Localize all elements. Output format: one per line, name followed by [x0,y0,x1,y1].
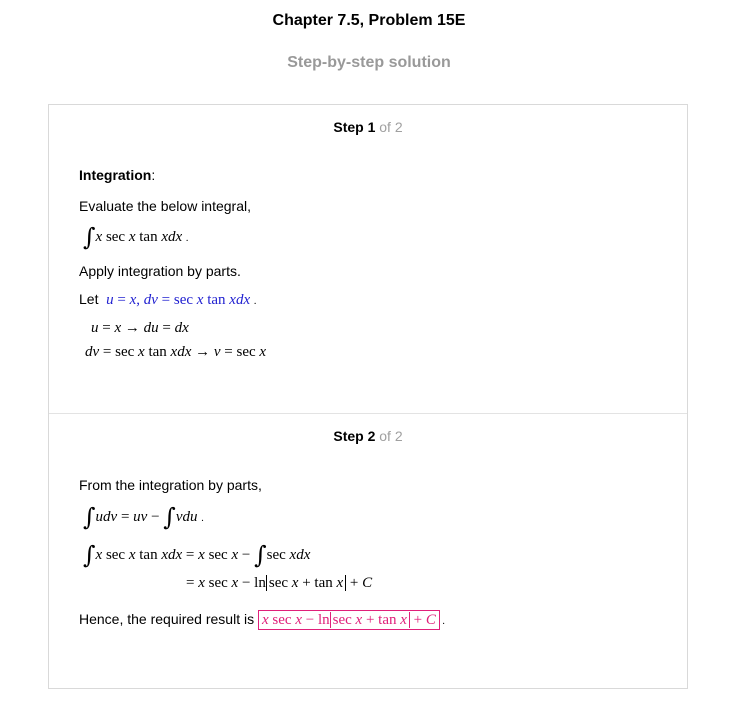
step-1-header [49,119,687,135]
step-2-header [49,428,687,444]
step-1-label: Step 1 [333,119,376,135]
step-2-label: Step 2 [333,428,376,444]
step-1-let-line: Let u = x, dv = sec x tan xdx . [79,291,257,308]
step-1-equation-1: u = x → du = dx [91,320,189,336]
step-2-equation-a: ∫x sec x tan xdx = x sec x − ∫sec xdx [83,541,311,569]
step-2-hence-line: Hence, the required result is x sec x − ln sec x + tan x + C . [79,611,445,628]
step-1-let-expr: u = x, dv = sec x tan xdx [106,292,251,308]
step-1-evaluate-text: Evaluate the below integral, [79,198,251,214]
step-1-apply-text: Apply integration by parts. [79,263,241,279]
step-1-let-word: Let [79,291,99,307]
step-2-result: x sec x − ln sec x + tan x + C [258,610,440,630]
solution-card [48,104,688,689]
step-1-heading-line [79,167,155,183]
step-2-from-text: From the integration by parts, [79,477,262,493]
step-divider [49,413,687,414]
page-title: Chapter 7.5, Problem 15E [272,12,466,29]
step-2-of: of 2 [379,428,403,444]
step-2-hence-text: Hence, the required result is [79,611,255,627]
step-2-equation-b: = x sec x − ln sec x + tan x + C [186,575,373,591]
step-2-formula: ∫udv = uv − ∫vdu . [83,503,204,531]
step-1-of: of 2 [379,119,403,135]
step-1-heading-colon: : [151,167,156,183]
step-1-heading: Integration [79,167,152,183]
step-1-integral: ∫x sec x tan xdx . [83,223,189,251]
page-subtitle: Step-by-step solution [287,54,451,71]
step-1-equation-2: dv = sec x tan xdx → v = sec x [85,344,267,360]
